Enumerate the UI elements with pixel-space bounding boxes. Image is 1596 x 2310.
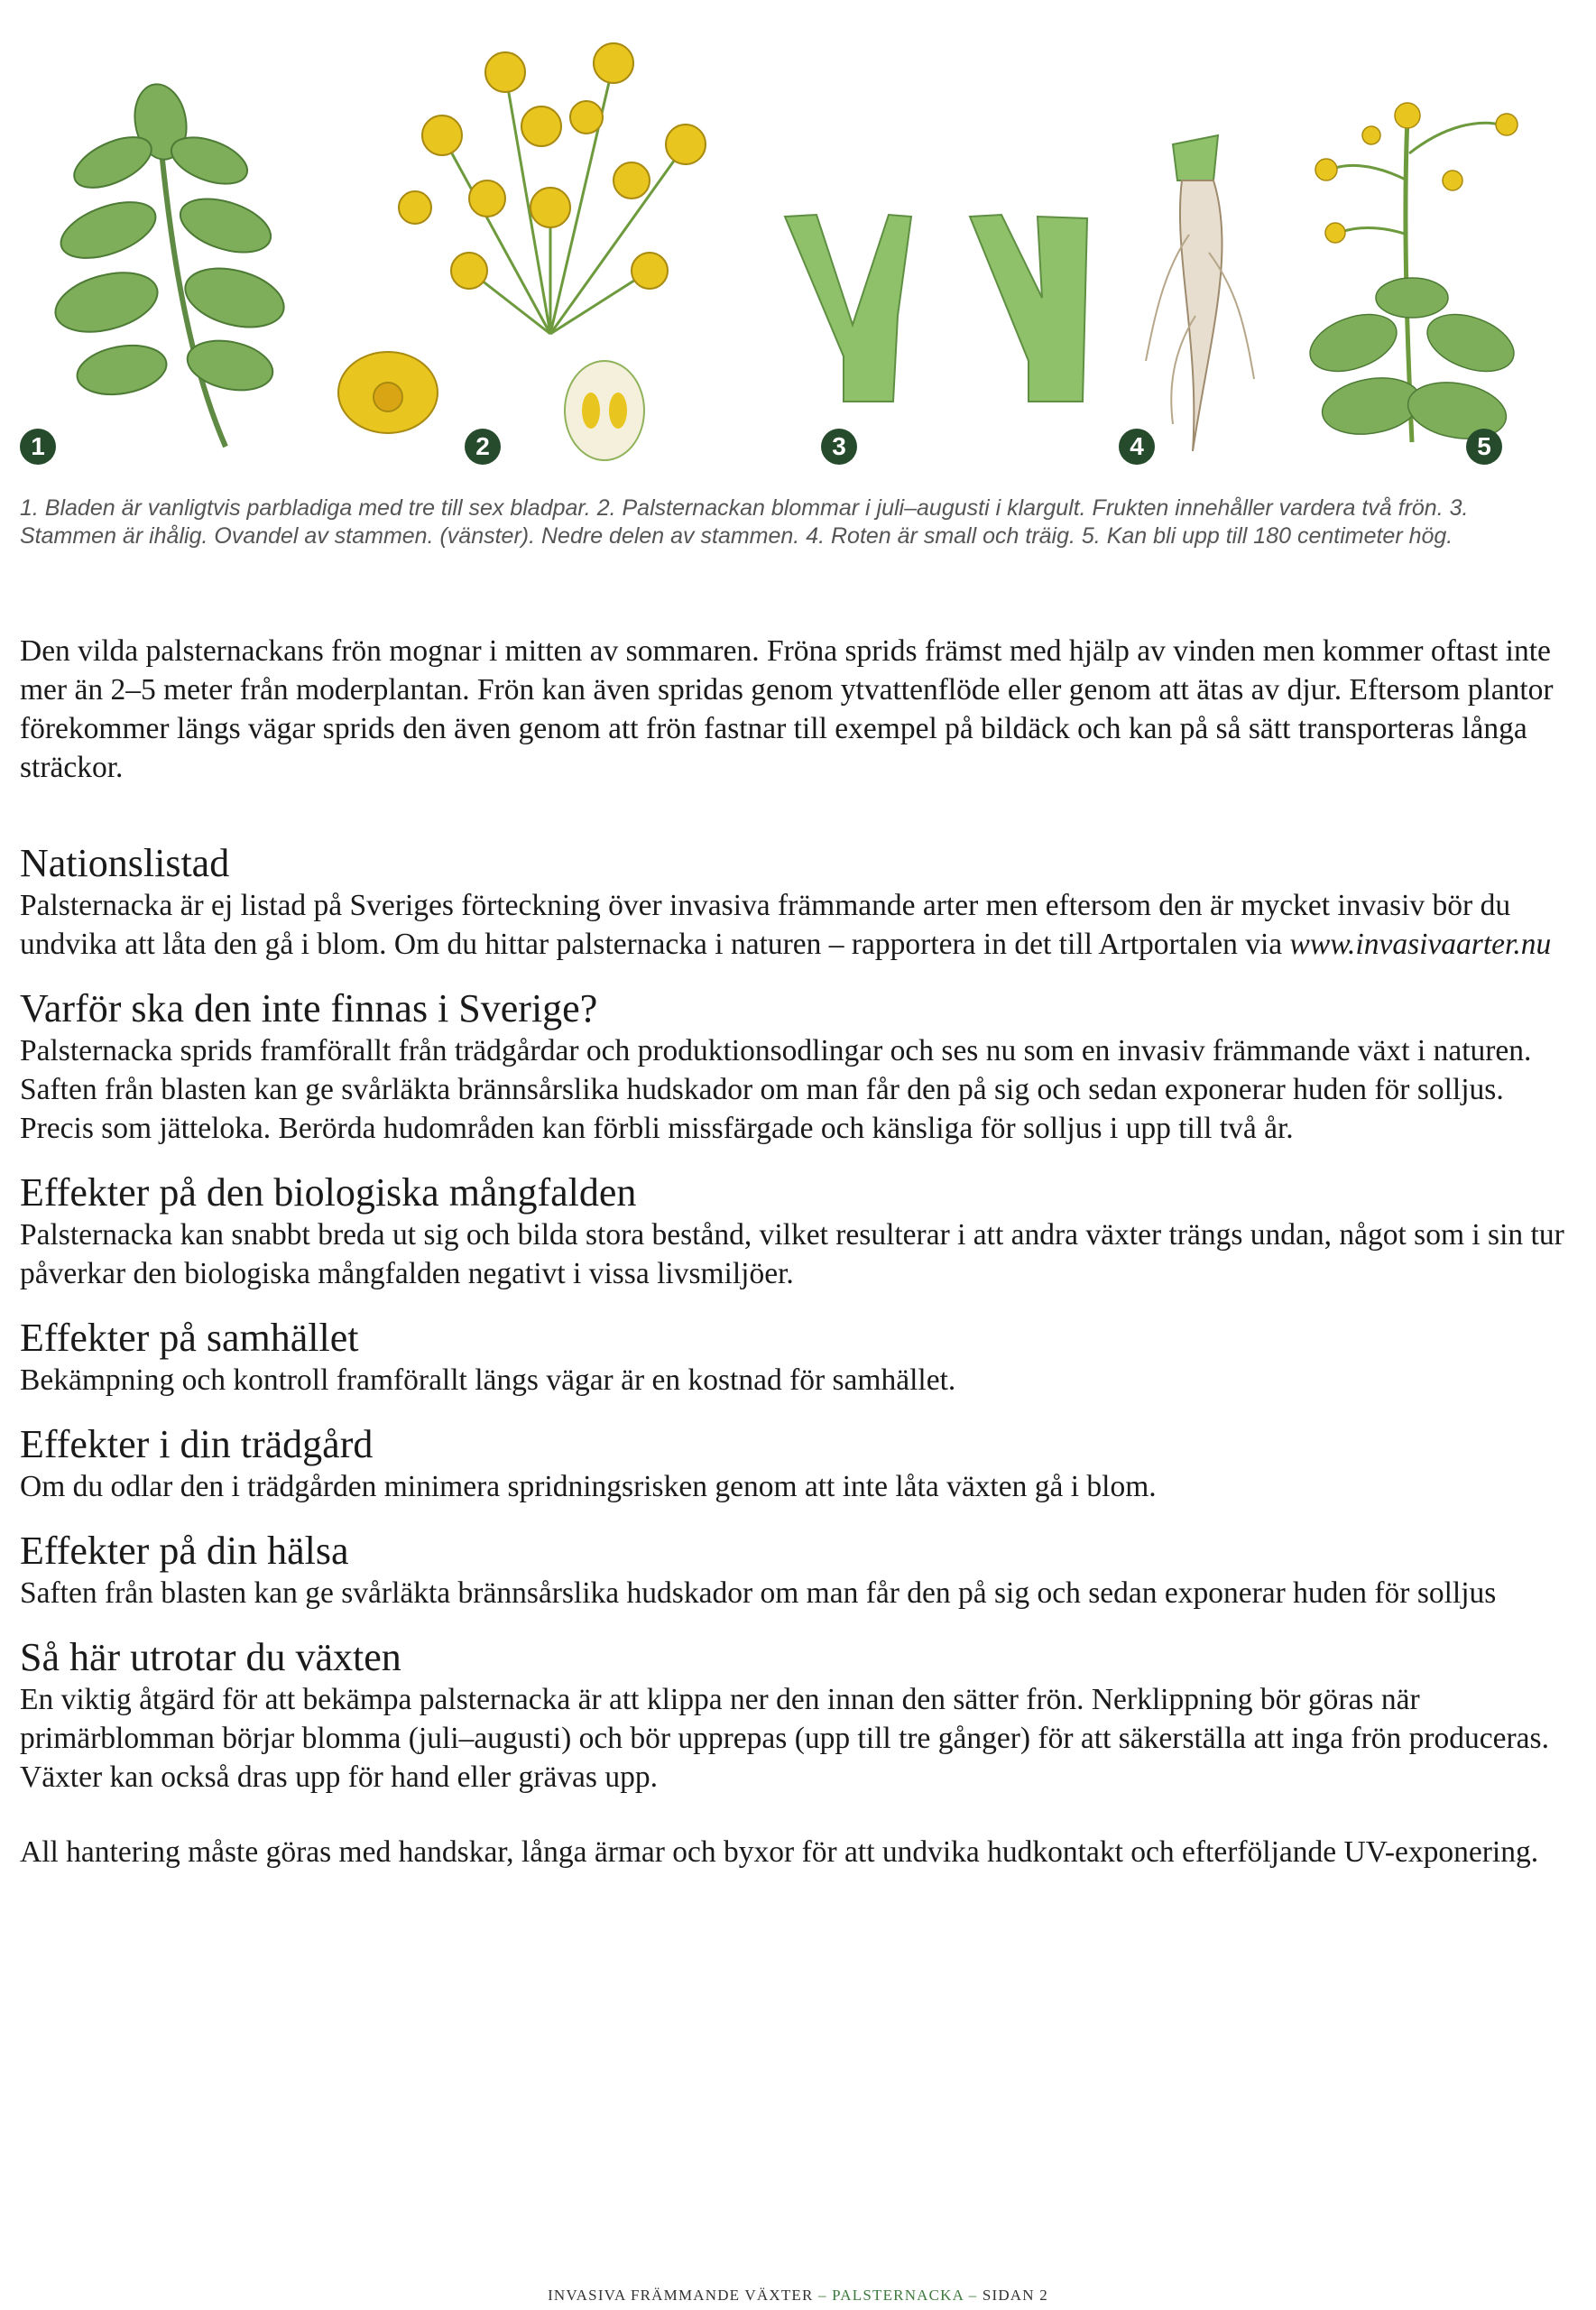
paragraph-samhallet: Bekämpning och kontroll framförallt längs vägar är en kostnad för samhället. [20, 1363, 956, 1397]
footer-page-number: SIDAN 2 [982, 2287, 1048, 2304]
footer-separator: – [813, 2287, 833, 2304]
nationslistad-text: Palsternacka är ej listad på Sveriges förteckning över invasiva främmande arter men eftersom den är mycket invasiv bör du undvika att låta den gå i blom. Om du hittar palsternacka i naturen – rapportera in det till Artportalen via [20, 889, 1511, 961]
whole-plant-illustration [1302, 103, 1521, 446]
figure-number-badge: 5 [1466, 429, 1502, 465]
heading-tradgard: Effekter i din trädgård [20, 1422, 374, 1466]
illustration-panel [0, 0, 1596, 478]
heading-mangfald: Effekter på den biologiska mångfalden [20, 1170, 637, 1215]
footer-separator: – [964, 2287, 983, 2304]
leaf-illustration [49, 80, 291, 447]
paragraph-utrotar: En viktig åtgärd för att bekämpa palsternacka är att klippa ner den innan den sätter frön. Nerklippning bör göras när primärblomman börjar blomma (juli–augusti) och bör upprepas (upp till tre gånger) för att säkerställa att inga frön produceras. Växter kan också dras upp för hand eller grävas upp. [20, 1683, 1549, 1794]
root-illustration [1146, 135, 1254, 451]
paragraph-halsa: Saften från blasten kan ge svårläkta brännsårslika hudskador om man får den på sig och sedan exponerar huden för solljus [20, 1576, 1497, 1610]
heading-varfor: Varför ska den inte finnas i Sverige? [20, 986, 598, 1030]
intro-paragraph: Den vilda palsternackans frön mognar i mitten av sommaren. Fröna sprids främst med hjälp av vinden men kommer oftast inte mer än 2–5 meter från moderplantan. Frön kan även spridas genom ytvattenflöde eller genom att ätas av djur. Eftersom plantor förekommer längs vägar sprids den även genom att frön fastnar till exempel på bildäck och kan på så sätt transporteras långa sträckor. [20, 634, 1554, 784]
figure-number-badge: 1 [20, 429, 56, 465]
paragraph-varfor: Palsternacka sprids framförallt från trädgårdar och produktionsodlingar och ses nu som en invasiv främmande växt i naturen. Saften från blasten kan ge svårläkta brännsårslika hudskador om man får den på sig och sedan exponerar huden för solljus. Precis som jätteloka. Berörda hudområden kan förbli missfärgade och känsliga för solljus i upp till två år. [20, 1034, 1532, 1145]
heading-nationslistad: Nationslistad [20, 841, 230, 885]
figure-number-badge: 2 [465, 429, 501, 465]
paragraph-mangfald: Palsternacka kan snabbt breda ut sig och bilda stora bestånd, vilket resulterar i att andra växter trängs undan, något som i sin tur påverkar den biologiska mångfalden negativt i vissa livsmiljöer. [20, 1218, 1564, 1290]
paragraph-hantering: All hantering måste göras med handskar, långa ärmar och byxor för att undvika hudkontakt och efterföljande UV-exponering. [20, 1835, 1539, 1869]
figure-number-badge: 4 [1119, 429, 1155, 465]
page-footer [0, 2287, 1596, 2305]
invasivaarter-link[interactable]: www.invasivaarter.nu [1289, 928, 1552, 961]
footer-series: INVASIVA FRÄMMANDE VÄXTER [548, 2287, 814, 2304]
main-content [20, 632, 1572, 1871]
footer-species: PALSTERNACKA [832, 2287, 964, 2304]
paragraph-nationslistad [20, 886, 1572, 964]
paragraph-tradgard: Om du odlar den i trädgården minimera spridningsrisken genom att inte låta växten gå i blom. [20, 1470, 1157, 1503]
heading-halsa: Effekter på din hälsa [20, 1529, 349, 1573]
stem-illustration [785, 215, 1087, 402]
figure-number-badge: 3 [821, 429, 857, 465]
heading-samhallet: Effekter på samhället [20, 1316, 359, 1360]
flower-umbel-illustration [338, 43, 706, 460]
botanical-illustration [0, 0, 1596, 478]
heading-utrotar: Så här utrotar du växten [20, 1635, 401, 1679]
figure-caption: 1. Bladen är vanligtvis parbladiga med tre till sex bladpar. 2. Palsternackan blommar i juli–augusti i klargult. Frukten innehåller vardera två frön. 3. Stammen är ihålig. Ovandel av stammen. (vänster). Nedre delen av stammen. 4. Roten är small och träig. 5. Kan bli upp till 180 centimeter hög. [20, 495, 1469, 549]
